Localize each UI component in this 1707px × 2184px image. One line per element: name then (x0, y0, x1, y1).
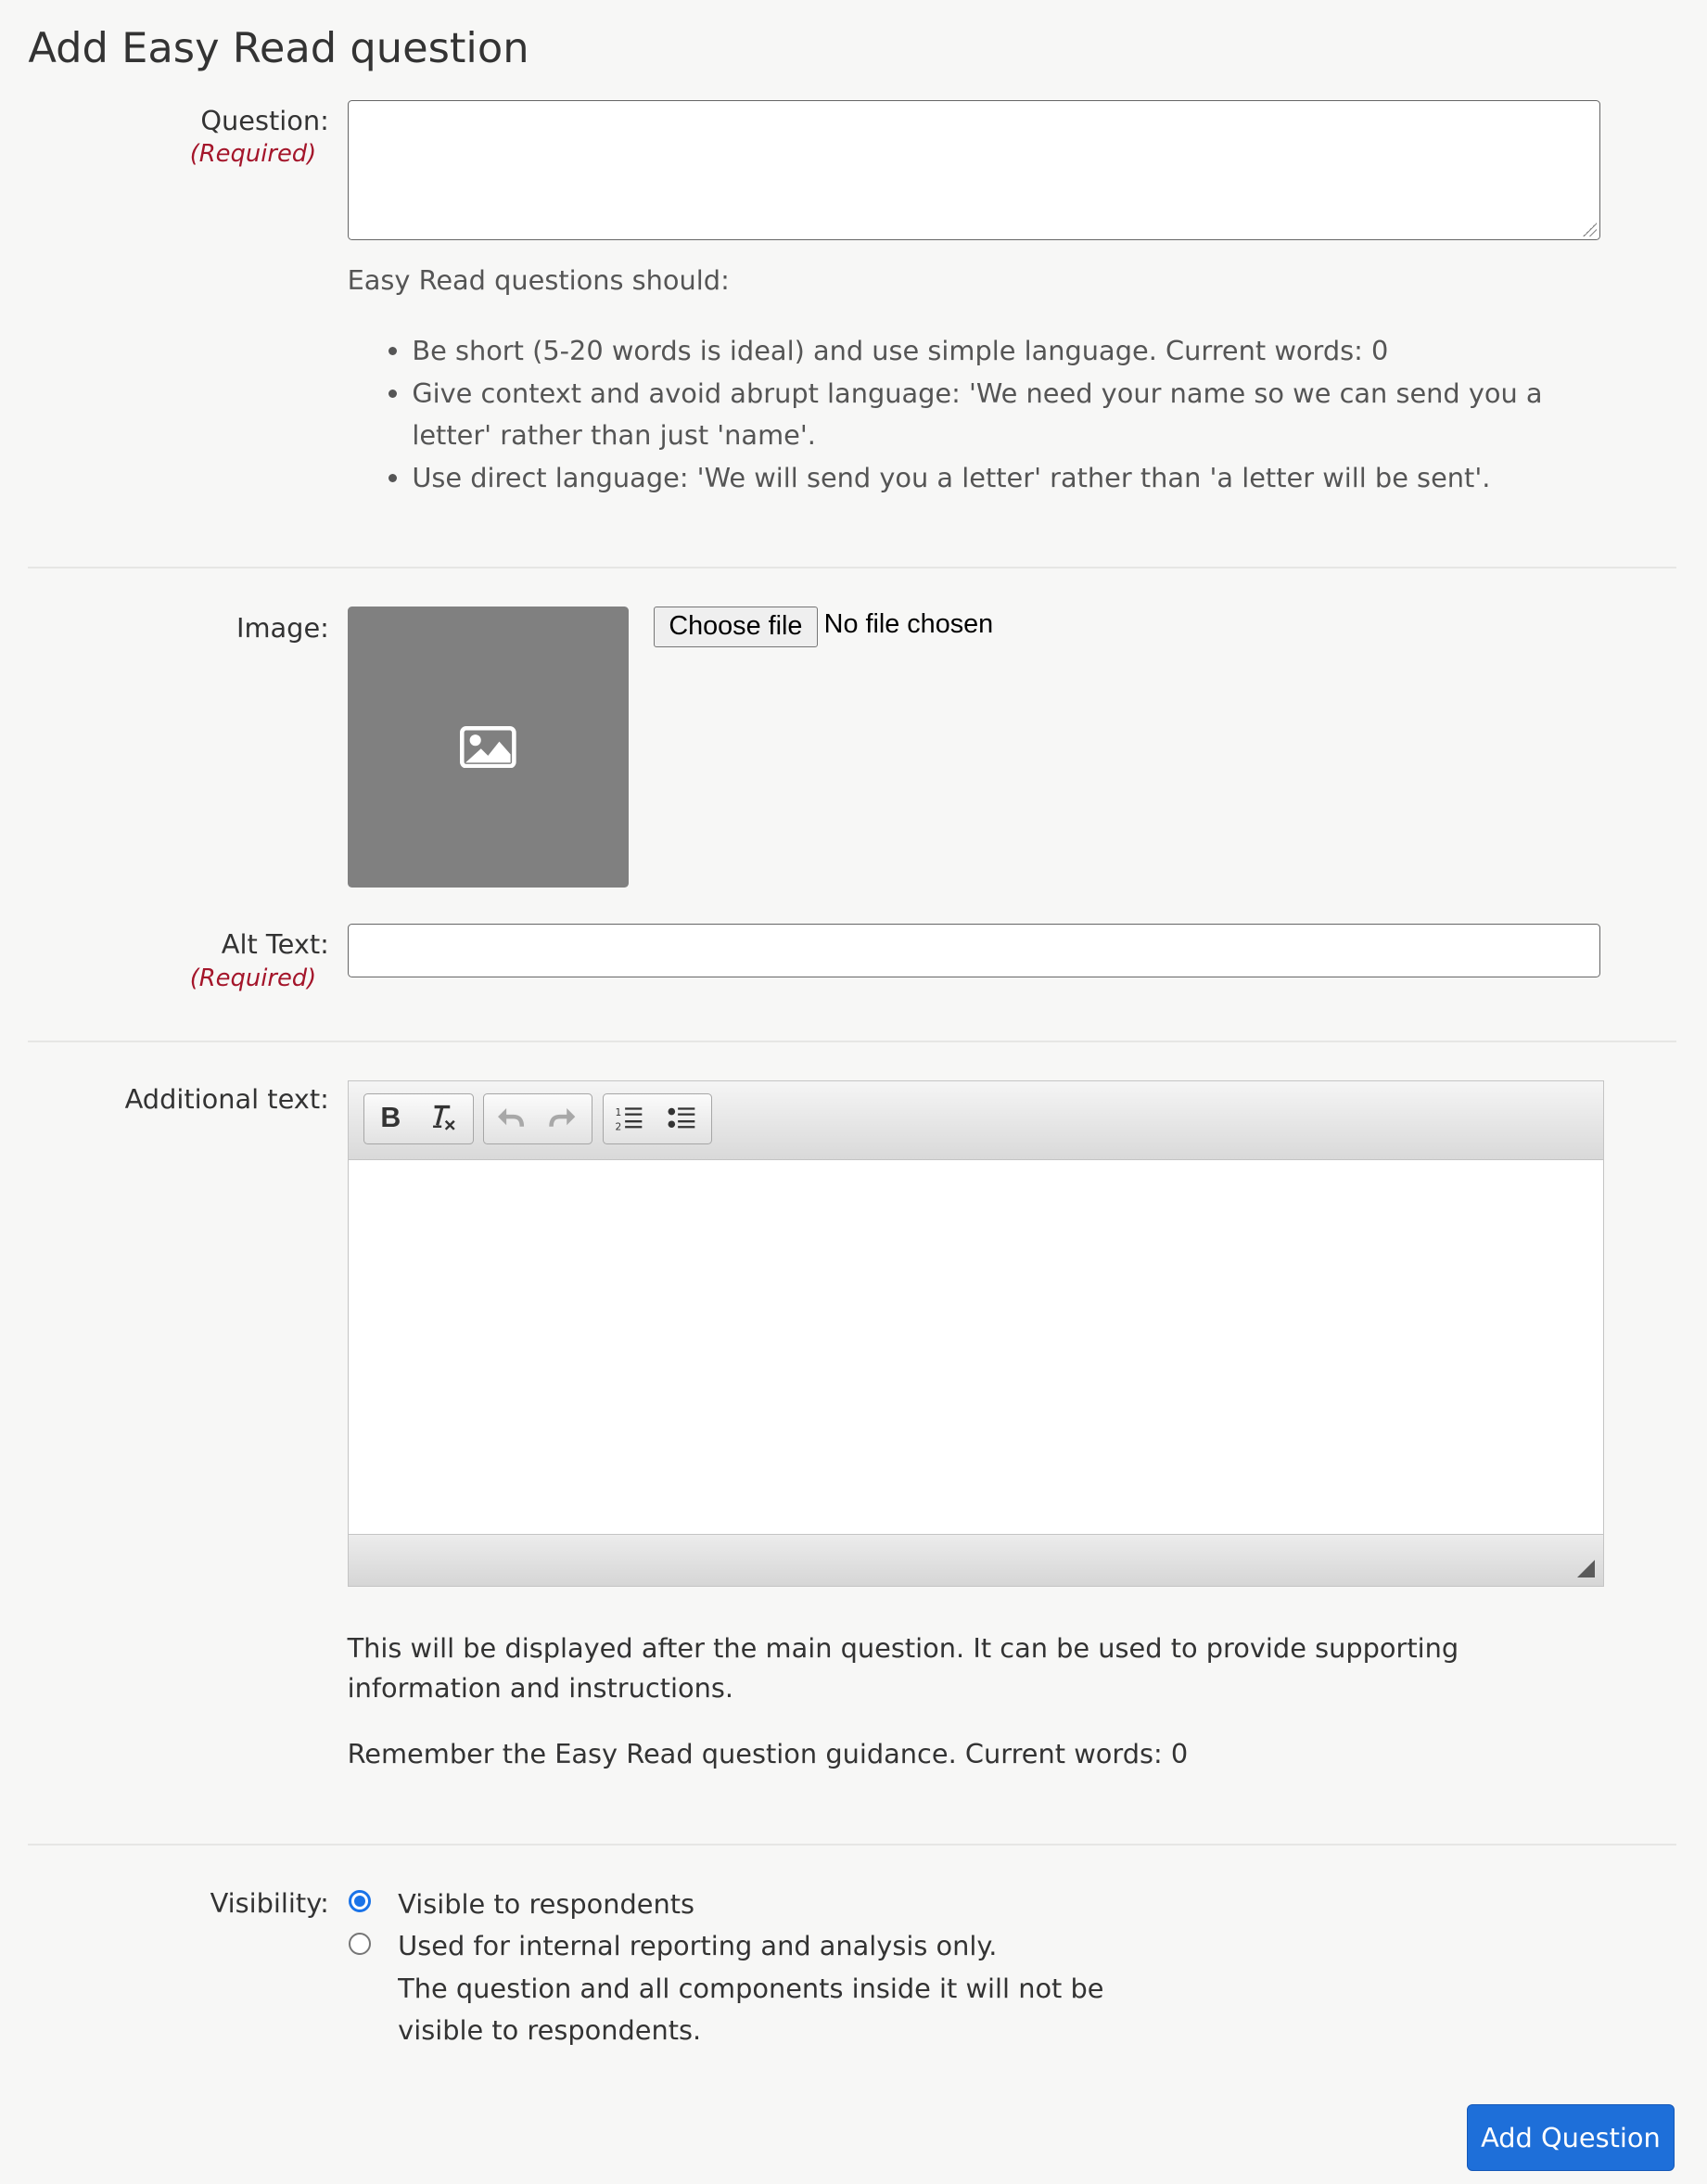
visibility-label: Visibility: (210, 1887, 329, 1920)
additional-text-help-2: Remember the Easy Read question guidance. Current words: 0 (347, 1737, 1189, 1769)
visibility-option-internal-description: The question and all components inside it will not be visible to respondents. (398, 1972, 1104, 2047)
svg-text:2: 2 (615, 1120, 622, 1133)
page-title: Add Easy Read question (28, 22, 529, 72)
format-group (363, 1093, 473, 1144)
section-divider (28, 1844, 1675, 1846)
additional-text-help (348, 1628, 1543, 1773)
image-row (0, 607, 1707, 888)
guidance-item: • Use direct language: 'We will send you a letter' rather than 'a letter will be sent'. (412, 457, 1542, 500)
visibility-option-internal (398, 1925, 1157, 2052)
editor-statusbar (349, 1534, 1604, 1586)
question-label: Question: (200, 104, 329, 136)
numbered-list-button[interactable] (604, 1094, 656, 1143)
visibility-row (0, 1882, 1707, 2064)
guidance-item: • Be short (5-20 words is ideal) and use simple language. Current words: 0 (412, 330, 1542, 373)
visibility-radio-visible[interactable] (349, 1890, 371, 1912)
visibility-radio-internal[interactable] (349, 1933, 371, 1955)
bulleted-list-button[interactable] (656, 1094, 707, 1143)
remove-format-button[interactable] (416, 1094, 468, 1143)
easy-read-guidance (348, 261, 1543, 500)
required-indicator: (Required) (189, 964, 317, 992)
add-question-button[interactable]: Add Question (1467, 2104, 1675, 2172)
rich-text-editor (348, 1080, 1605, 1587)
editor-content-area[interactable] (349, 1160, 1604, 1536)
redo-icon (547, 1105, 578, 1130)
image-preview (348, 607, 629, 888)
image-placeholder-icon (460, 726, 516, 768)
undo-icon (495, 1105, 526, 1130)
list-group (603, 1093, 712, 1144)
alt-text-row (0, 924, 1707, 994)
editor-toolbar (349, 1081, 1604, 1160)
bold-icon: B (380, 1103, 401, 1134)
file-status: No file chosen (823, 608, 994, 639)
remove-format-icon (427, 1103, 458, 1133)
question-label-group (0, 103, 329, 171)
editor-resize-icon[interactable] (1577, 1560, 1595, 1577)
alt-text-label: Alt Text: (221, 928, 329, 961)
visibility-option-internal-label[interactable]: Used for internal reporting and analysis only. (398, 1930, 998, 1962)
guidance-list (348, 330, 1543, 499)
section-divider (28, 567, 1675, 568)
image-label: Image: (236, 611, 329, 644)
bulleted-list-icon (667, 1105, 697, 1132)
question-row (0, 100, 1707, 602)
bold-button[interactable] (364, 1094, 416, 1143)
additional-text-row (0, 1080, 1707, 1783)
section-divider (28, 1041, 1675, 1042)
choose-file-button[interactable]: Choose file (654, 607, 817, 647)
guidance-intro: Easy Read questions should: (347, 263, 730, 296)
numbered-list-icon (614, 1105, 644, 1132)
required-indicator: (Required) (189, 140, 317, 169)
resize-handle-icon[interactable] (1583, 223, 1597, 236)
redo-button[interactable] (536, 1094, 588, 1143)
history-group (483, 1093, 592, 1144)
question-textarea[interactable] (348, 100, 1600, 241)
svg-text:1: 1 (615, 1106, 622, 1119)
guidance-item: • Give context and avoid abrupt language: 'We need your name so we can send you a letter' rather than just 'name'. (412, 373, 1542, 457)
additional-text-label: Additional text: (124, 1082, 329, 1115)
additional-text-help-1: This will be displayed after the main question. It can be used to provide supporting information and instructions. (347, 1632, 1459, 1704)
undo-button[interactable] (484, 1094, 536, 1143)
visibility-option-visible-label[interactable]: Visible to respondents (398, 1887, 695, 1920)
alt-text-input[interactable] (348, 924, 1600, 977)
